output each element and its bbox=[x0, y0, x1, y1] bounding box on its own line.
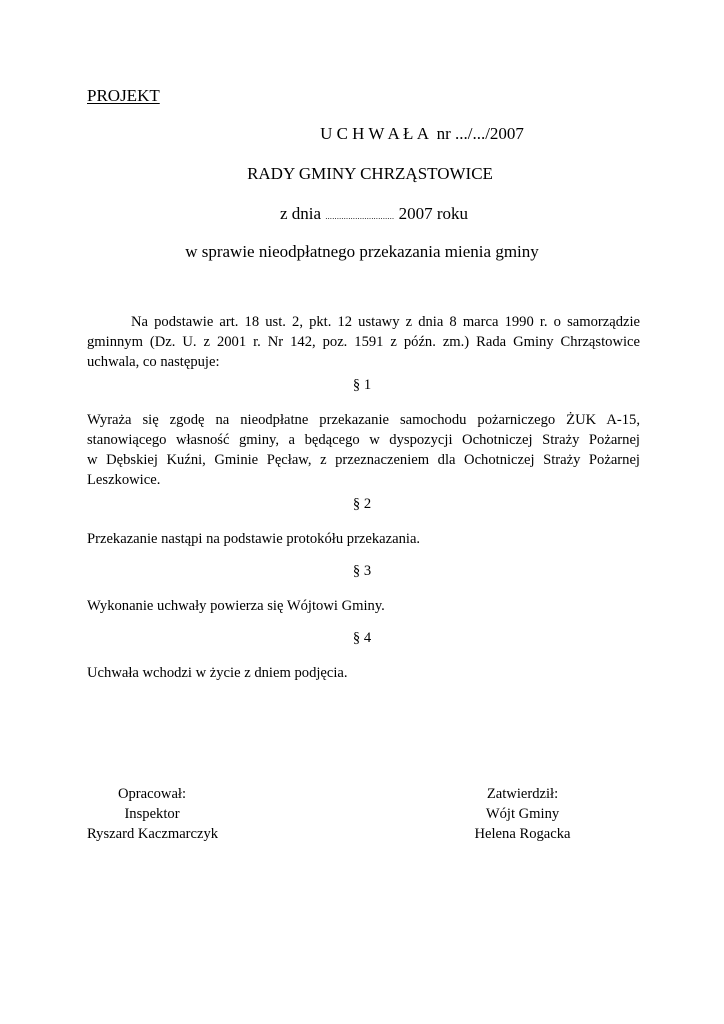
document-subject: w sprawie nieodpłatnego przekazania mienia gminy bbox=[185, 242, 539, 261]
section-line: Wyraża się zgodę na nieodpłatne przekazanie samochodu pożarniczego ŻUK A-15, bbox=[87, 412, 640, 428]
signature-position: Wójt Gminy bbox=[485, 806, 560, 822]
section-line: Przekazanie nastąpi na podstawie protokółu przekazania. bbox=[87, 531, 421, 547]
section-line: Leszkowice. bbox=[87, 472, 161, 488]
signature-position: Inspektor bbox=[124, 806, 180, 822]
section-line: Uchwała wchodzi w życie z dniem podjęcia. bbox=[87, 665, 348, 681]
section-symbol-4: § 4 bbox=[352, 630, 372, 646]
preamble-line: Na podstawie art. 18 ust. 2, pkt. 12 ustawy z dnia 8 marca 1990 r. o samorządzie bbox=[131, 314, 640, 330]
document-date bbox=[12, 204, 724, 224]
section-symbol-3: § 3 bbox=[352, 563, 372, 579]
signature-block-left bbox=[87, 784, 217, 844]
signature-block-right bbox=[470, 784, 575, 844]
signature-label: Zatwierdził: bbox=[486, 786, 559, 802]
section-symbol-1: § 1 bbox=[352, 377, 372, 393]
section-symbol-2: § 2 bbox=[352, 496, 372, 512]
projekt-label: PROJEKT bbox=[87, 86, 160, 105]
section-line: w Dębskiej Kuźni, Gminie Pęcław, z przeznaczeniem dla Ochotniczej Straży Pożarnej bbox=[87, 452, 640, 468]
date-placeholder-dots: .............................. bbox=[325, 212, 395, 221]
date-prefix: z dnia bbox=[280, 204, 322, 223]
signature-name: Helena Rogacka bbox=[474, 826, 571, 842]
date-suffix: 2007 roku bbox=[398, 204, 468, 223]
council-name: RADY GMINY CHRZĄSTOWICE bbox=[247, 164, 493, 183]
section-line: Wykonanie uchwały powierza się Wójtowi Gminy. bbox=[87, 598, 385, 614]
section-line: stanowiącego własność gminy, a będącego w dyspozycji Ochotniczej Straży Pożarnej bbox=[87, 432, 640, 448]
preamble-line: uchwala, co następuje: bbox=[87, 354, 220, 370]
document-title: U C H W A Ł A nr .../.../2007 bbox=[320, 124, 524, 143]
signature-label: Opracował: bbox=[117, 786, 187, 802]
signature-name: Ryszard Kaczmarczyk bbox=[87, 826, 219, 842]
preamble-line: gminnym (Dz. U. z 2001 r. Nr 142, poz. 1591 z późn. zm.) Rada Gminy Chrząstowice bbox=[87, 334, 640, 350]
